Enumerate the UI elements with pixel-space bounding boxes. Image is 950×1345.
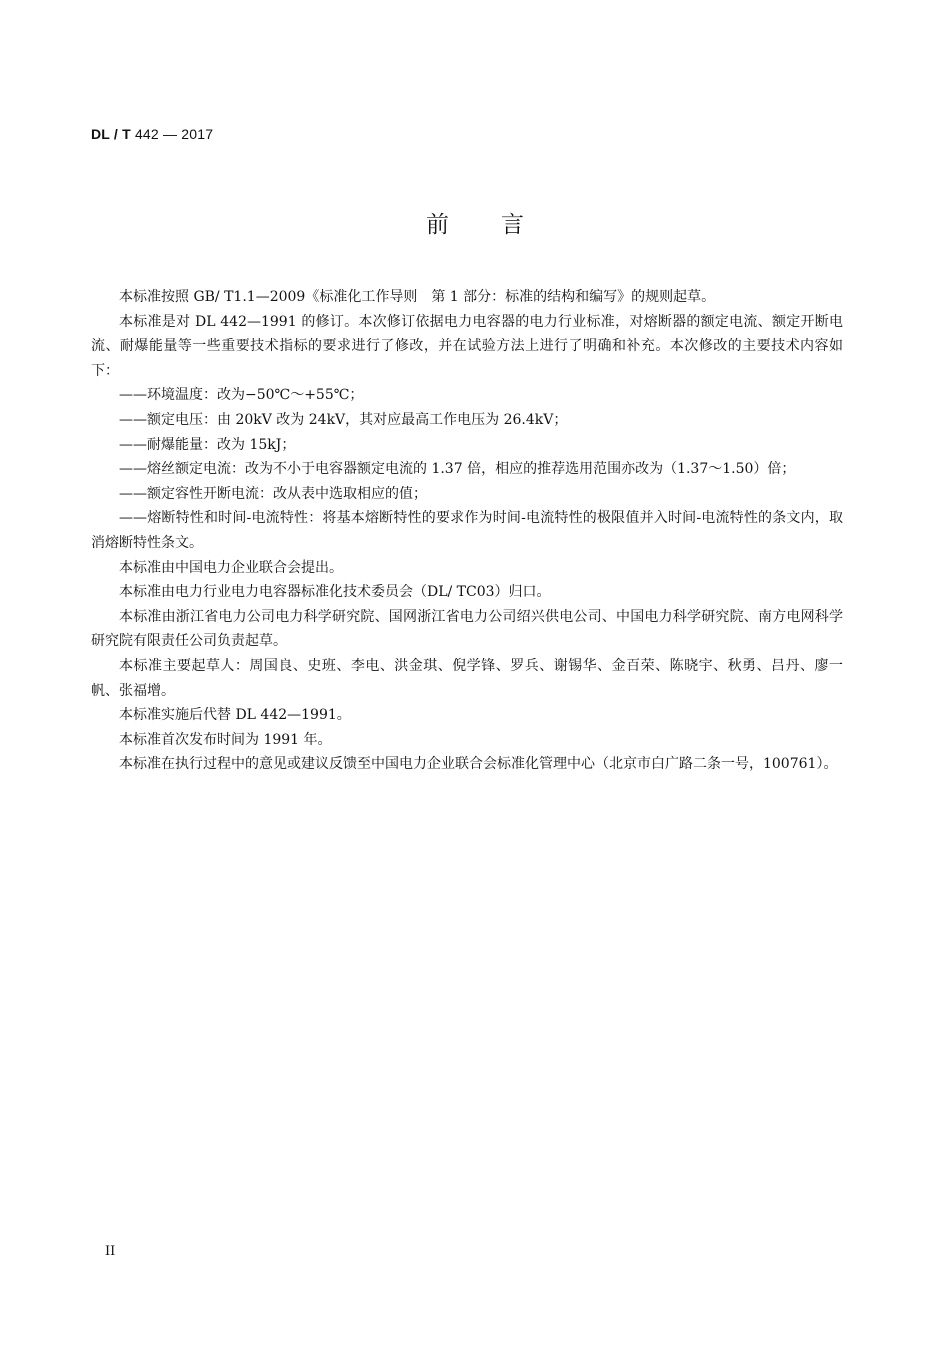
- paragraph: ——环境温度：改为−50℃～+55℃；: [119, 387, 364, 404]
- standard-code: [91, 126, 213, 142]
- page-title: 前言: [426, 212, 576, 238]
- paragraph: ——额定电压：由 20kV 改为 24kV，其对应最高工作电压为 26.4kV；: [119, 411, 568, 428]
- paragraph: 本标准由浙江省电力公司电力科学研究院、国网浙江省电力公司绍兴供电公司、中国电力科学研究院、南方电网科学研究院有限责任公司负责起草。: [91, 608, 843, 650]
- paragraph: 本标准在执行过程中的意见或建议反馈至中国电力企业联合会标准化管理中心（北京市白广路二条一号，100761）。: [119, 756, 838, 773]
- paragraph: 本标准首次发布时间为 1991 年。: [119, 731, 332, 748]
- paragraph: ——熔丝额定电流：改为不小于电容器额定电流的 1.37 倍，相应的推荐选用范围亦改为（1.37～1.50）倍；: [119, 461, 796, 478]
- paragraph: 本标准按照 GB/ T1.1—2009《标准化工作导则 第 1 部分：标准的结构和编写》的规则起草。: [119, 289, 716, 305]
- standard-code-suffix: 442 — 2017: [134, 126, 214, 142]
- foreword-body: [91, 285, 843, 777]
- paragraph: ——耐爆能量：改为 15kJ；: [119, 436, 296, 453]
- paragraph: ——熔断特性和时间-电流特性：将基本熔断特性的要求作为时间-电流特性的极限值并入时间-电流特性的条文内，取消熔断特性条文。: [91, 510, 843, 551]
- page-number: II: [105, 1244, 116, 1259]
- paragraph: 本标准由中国电力企业联合会提出。: [119, 559, 343, 576]
- paragraph: 本标准是对 DL 442—1991 的修订。本次修订依据电力电容器的电力行业标准，对熔断器的额定电流、额定开断电流、耐爆能量等一些重要技术指标的要求进行了修改，并在试验方法上进行了明确和补充。本次修改的主要技术内容如下：: [91, 313, 843, 379]
- paragraph: 本标准由电力行业电力电容器标准化技术委员会（DL/ TC03）归口。: [119, 584, 551, 601]
- paragraph: 本标准实施后代替 DL 442—1991。: [119, 707, 351, 724]
- paragraph: 本标准主要起草人：周国良、史班、李电、洪金琪、倪学锋、罗兵、谢锡华、金百荣、陈晓宇、秋勇、吕丹、廖一帆、张福增。: [91, 657, 843, 699]
- paragraph: ——额定容性开断电流：改从表中选取相应的值；: [119, 485, 427, 502]
- standard-code-prefix: DL / T: [91, 126, 131, 142]
